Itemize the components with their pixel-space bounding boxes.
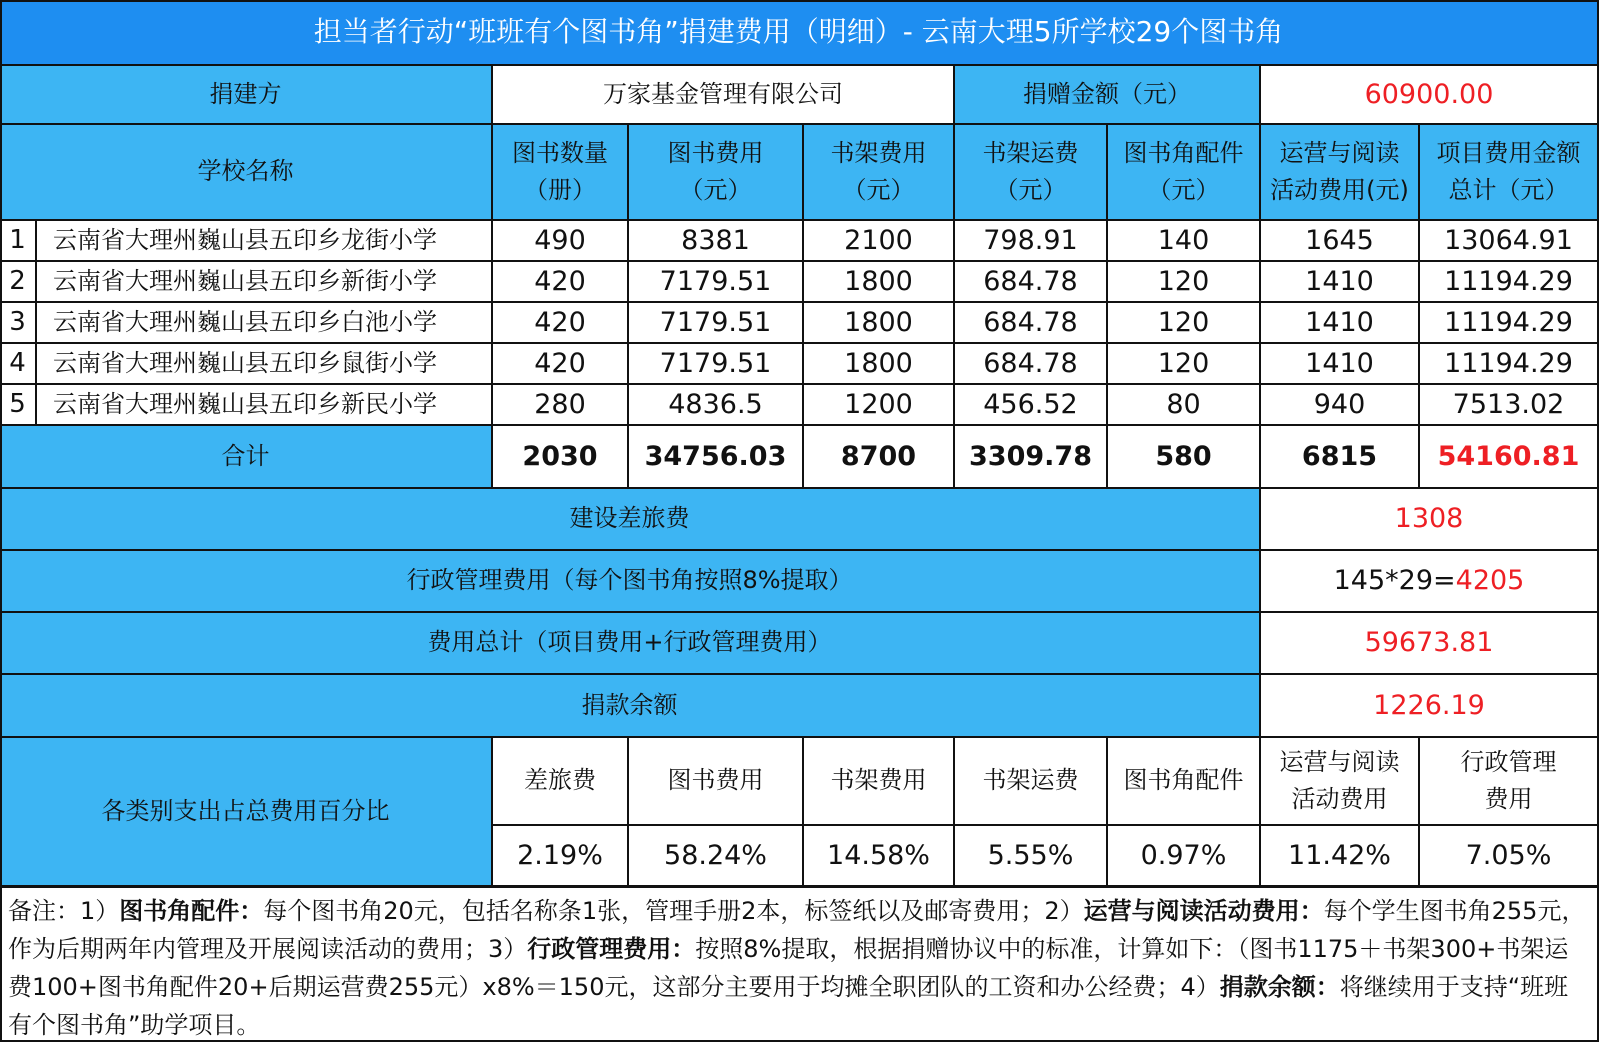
total-shelf-cost: 8700 xyxy=(804,426,955,489)
header-shelf-cost-line1: 书架费用 xyxy=(830,138,927,167)
header-operation xyxy=(1261,125,1420,221)
row-accessories: 80 xyxy=(1108,385,1261,426)
row-school-name: 云南省大理州巍山县五印乡新民小学 xyxy=(37,385,493,426)
row-books-cost: 4836.5 xyxy=(629,385,804,426)
row-operation: 1410 xyxy=(1261,303,1420,344)
note-1-text: 每个图书角20元，包括名称条1张，管理手册2本，标签纸以及邮寄费用； xyxy=(263,897,1045,925)
donor-label: 捐建方 xyxy=(0,66,493,125)
donor-name: 万家基金管理有限公司 xyxy=(493,66,955,125)
note-4-prefix: 4） xyxy=(1180,973,1220,1001)
row-index: 4 xyxy=(0,344,37,385)
row-operation: 1645 xyxy=(1261,221,1420,262)
percent-header xyxy=(804,738,955,826)
note-4-text: 将继续用于支持“班班有个图书角”助学项目。 xyxy=(8,973,1569,1039)
grand-total-value: 59673.81 xyxy=(1261,613,1599,675)
percent-header-line: 差旅费 xyxy=(524,766,596,795)
row-operation: 1410 xyxy=(1261,344,1420,385)
total-accessories: 580 xyxy=(1108,426,1261,489)
percent-value: 0.97% xyxy=(1108,826,1261,887)
row-shelf-cost: 1800 xyxy=(804,344,955,385)
admin-cost-result: 4205 xyxy=(1455,565,1525,597)
admin-cost-formula: 145*29= xyxy=(1333,565,1456,597)
header-accessories xyxy=(1108,125,1261,221)
travel-cost-value: 1308 xyxy=(1261,489,1599,551)
row-school-name: 云南省大理州巍山县五印乡白池小学 xyxy=(37,303,493,344)
row-school-name: 云南省大理州巍山县五印乡新街小学 xyxy=(37,262,493,303)
note-1-title: 图书角配件： xyxy=(119,897,264,925)
row-school-name: 云南省大理州巍山县五印乡鼠街小学 xyxy=(37,344,493,385)
header-school-name: 学校名称 xyxy=(0,125,493,221)
total-books-count: 2030 xyxy=(493,426,629,489)
row-shelf-freight: 684.78 xyxy=(955,344,1108,385)
header-accessories-line2: （元） xyxy=(1147,176,1220,204)
admin-cost-label: 行政管理费用（每个图书角按照8%提取） xyxy=(0,551,1261,613)
percent-header-line: 图书角配件 xyxy=(1123,766,1244,795)
header-operation-line1: 运营与阅读 xyxy=(1279,138,1400,167)
percent-header xyxy=(1420,738,1599,826)
percent-value: 7.05% xyxy=(1420,826,1599,887)
donation-amount-label: 捐赠金额（元） xyxy=(955,66,1261,125)
grand-total-label: 费用总计（项目费用+行政管理费用） xyxy=(0,613,1261,675)
admin-cost-value xyxy=(1261,551,1599,613)
percent-header-line: 运营与阅读 xyxy=(1279,747,1400,776)
note-2-prefix: 2） xyxy=(1044,897,1084,925)
row-project-total: 11194.29 xyxy=(1420,262,1599,303)
percent-value: 5.55% xyxy=(955,826,1108,887)
row-books-cost: 7179.51 xyxy=(629,262,804,303)
header-shelf-freight xyxy=(955,125,1108,221)
percentages-label: 各类别支出占总费用百分比 xyxy=(0,738,493,887)
total-operation: 6815 xyxy=(1261,426,1420,489)
total-shelf-freight: 3309.78 xyxy=(955,426,1108,489)
row-accessories: 140 xyxy=(1108,221,1261,262)
sheet-title: 担当者行动“班班有个图书角”捐建费用（明细）- 云南大理5所学校29个图书角 xyxy=(0,0,1599,66)
row-books-cost: 7179.51 xyxy=(629,344,804,385)
total-label: 合计 xyxy=(0,426,493,489)
percent-header xyxy=(1108,738,1261,826)
header-shelf-freight-line2: （元） xyxy=(994,176,1067,204)
percent-header-line: 书架运费 xyxy=(982,766,1079,795)
header-books-cost xyxy=(629,125,804,221)
row-shelf-cost: 1200 xyxy=(804,385,955,426)
header-project-total-line1: 项目费用金额 xyxy=(1436,138,1581,167)
percent-header-line: 图书费用 xyxy=(667,766,764,795)
notes xyxy=(0,886,1599,1042)
header-project-total xyxy=(1420,125,1599,221)
row-index: 3 xyxy=(0,303,37,344)
percent-value: 14.58% xyxy=(804,826,955,887)
row-project-total: 11194.29 xyxy=(1420,344,1599,385)
header-books-cost-line1: 图书费用 xyxy=(667,138,764,167)
row-shelf-freight: 684.78 xyxy=(955,303,1108,344)
balance-label: 捐款余额 xyxy=(0,675,1261,738)
row-school-name: 云南省大理州巍山县五印乡龙街小学 xyxy=(37,221,493,262)
row-books-cost: 7179.51 xyxy=(629,303,804,344)
percent-header-line: 书架费用 xyxy=(830,766,927,795)
row-shelf-cost: 1800 xyxy=(804,303,955,344)
header-books-count xyxy=(493,125,629,221)
row-shelf-freight: 684.78 xyxy=(955,262,1108,303)
row-index: 2 xyxy=(0,262,37,303)
row-project-total: 7513.02 xyxy=(1420,385,1599,426)
percent-header-line: 行政管理 xyxy=(1460,747,1557,776)
row-project-total: 13064.91 xyxy=(1420,221,1599,262)
header-operation-line2: 活动费用(元) xyxy=(1270,176,1409,204)
header-books-cost-line2: （元） xyxy=(679,176,752,204)
note-4-title: 捐款余额： xyxy=(1219,973,1340,1001)
percent-header xyxy=(493,738,629,826)
row-project-total: 11194.29 xyxy=(1420,303,1599,344)
row-shelf-freight: 456.52 xyxy=(955,385,1108,426)
donation-amount-value: 60900.00 xyxy=(1261,66,1599,125)
note-3-title: 行政管理费用： xyxy=(527,935,696,963)
header-project-total-line2: 总计（元） xyxy=(1448,176,1569,204)
row-operation: 940 xyxy=(1261,385,1420,426)
header-shelf-cost-line2: （元） xyxy=(842,176,915,204)
row-shelf-cost: 2100 xyxy=(804,221,955,262)
percent-header xyxy=(629,738,804,826)
row-books-count: 420 xyxy=(493,303,629,344)
row-books-count: 280 xyxy=(493,385,629,426)
percent-value: 58.24% xyxy=(629,826,804,887)
row-index: 1 xyxy=(0,221,37,262)
percent-header xyxy=(955,738,1108,826)
row-index: 5 xyxy=(0,385,37,426)
header-books-count-line2: （册） xyxy=(524,176,596,204)
row-books-cost: 8381 xyxy=(629,221,804,262)
balance-value: 1226.19 xyxy=(1261,675,1599,738)
percent-header-line: 活动费用 xyxy=(1291,785,1388,813)
row-books-count: 490 xyxy=(493,221,629,262)
note-2-title: 运营与阅读活动费用： xyxy=(1083,897,1324,925)
row-shelf-freight: 798.91 xyxy=(955,221,1108,262)
row-operation: 1410 xyxy=(1261,262,1420,303)
notes-prefix: 备注：1） xyxy=(8,897,120,925)
row-books-count: 420 xyxy=(493,262,629,303)
row-books-count: 420 xyxy=(493,344,629,385)
percent-value: 11.42% xyxy=(1261,826,1420,887)
row-accessories: 120 xyxy=(1108,344,1261,385)
header-accessories-line1: 图书角配件 xyxy=(1123,138,1244,167)
note-3-prefix: 3） xyxy=(488,935,528,963)
row-accessories: 120 xyxy=(1108,303,1261,344)
row-shelf-cost: 1800 xyxy=(804,262,955,303)
travel-cost-label: 建设差旅费 xyxy=(0,489,1261,551)
header-shelf-cost xyxy=(804,125,955,221)
total-books-cost: 34756.03 xyxy=(629,426,804,489)
total-project-total: 54160.81 xyxy=(1420,426,1599,489)
row-accessories: 120 xyxy=(1108,262,1261,303)
percent-header xyxy=(1261,738,1420,826)
note-3-text: 按照8%提取，根据捐赠协议中的标准，计算如下：（图书1175＋书架300+书架运费100+图书角配件20+后期运营费255元）x8%＝150元，这部分主要用于均摊全职团队的工资和办公经费； xyxy=(8,935,1569,1001)
note-2-text: 每个学生图书角255元，作为后期两年内管理及开展阅读活动的费用； xyxy=(8,897,1586,963)
header-shelf-freight-line1: 书架运费 xyxy=(982,138,1079,167)
percent-value: 2.19% xyxy=(493,826,629,887)
percent-header-line: 费用 xyxy=(1484,785,1533,813)
header-books-count-line1: 图书数量 xyxy=(512,138,608,167)
